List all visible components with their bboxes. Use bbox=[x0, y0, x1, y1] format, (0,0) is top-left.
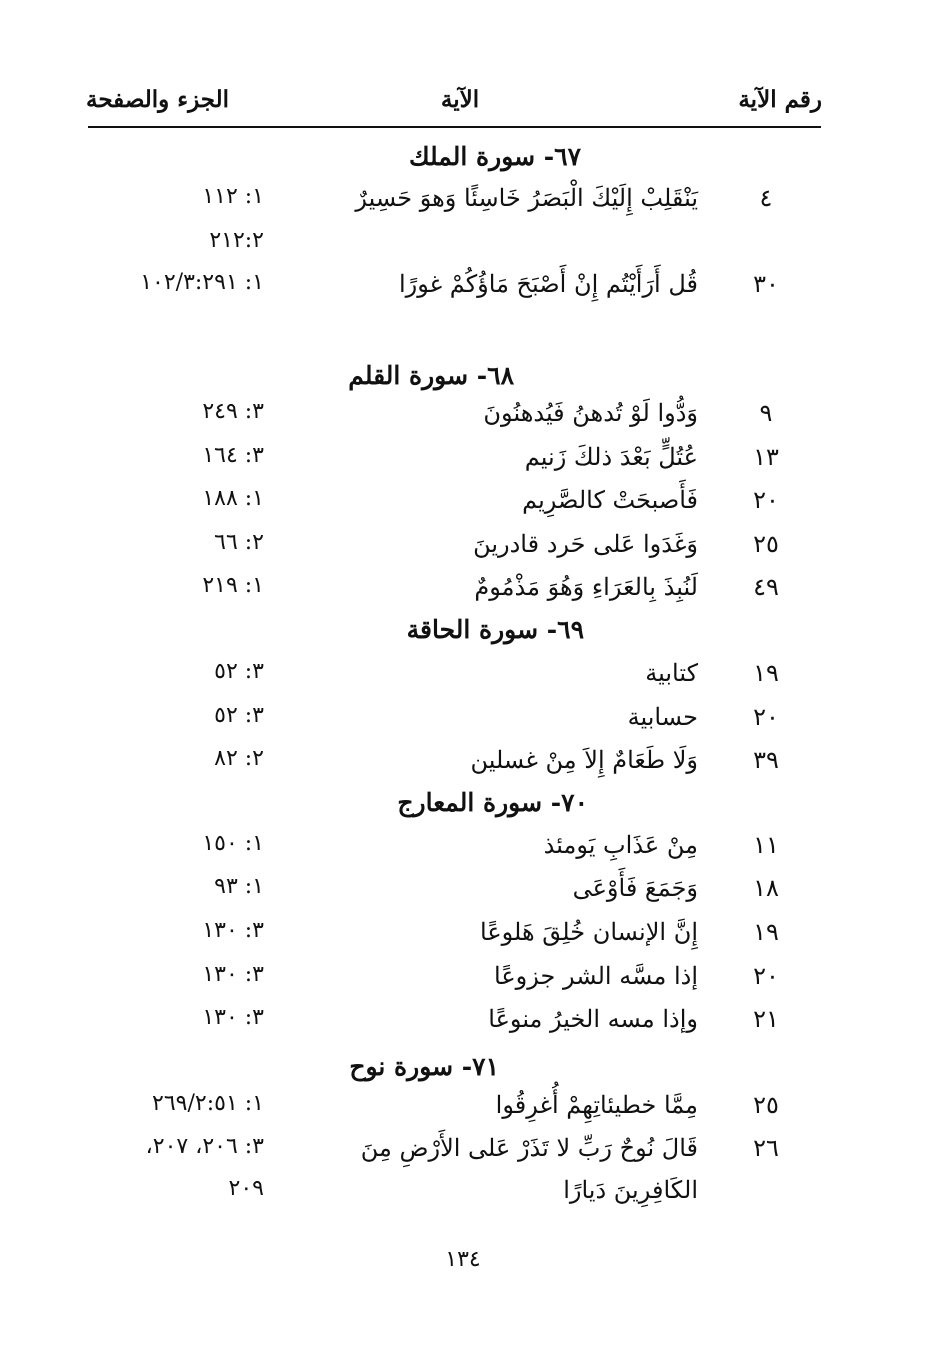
ayah-text: وَغَدَوا عَلى حَرد قادرينَ bbox=[473, 530, 698, 558]
ayah-number: ١٩ bbox=[753, 918, 779, 946]
ayah-text: إذا مسَّه الشر جزوعًا bbox=[494, 962, 698, 990]
index-row bbox=[0, 1176, 926, 1216]
index-row bbox=[0, 443, 926, 483]
part-page-ref: ٢: ٦٦ bbox=[214, 530, 264, 555]
part-page-ref: ٣: ١٣٠ bbox=[202, 918, 264, 943]
ayah-number: ٢٠ bbox=[753, 962, 779, 990]
part-page-ref: ١: ١١٢ bbox=[202, 184, 264, 209]
ayah-number: ١٨ bbox=[753, 874, 779, 902]
ayah-text: وَلَا طَعَامٌ إِلاَ مِنْ غسلين bbox=[470, 746, 698, 774]
ayah-text: حسابية bbox=[627, 703, 698, 731]
ayah-text: فَأَصبحَتْ كالصَّرِيم bbox=[522, 486, 698, 514]
ayah-number: ٤ bbox=[759, 184, 773, 212]
header-ayah: الآية bbox=[440, 86, 480, 113]
part-page-ref: ٢٠٩ bbox=[228, 1176, 264, 1201]
ayah-number: ٢٥ bbox=[753, 530, 779, 558]
index-row bbox=[0, 573, 926, 613]
part-page-ref: ١: ٢١٩ bbox=[202, 573, 264, 598]
index-row bbox=[0, 1005, 926, 1045]
ayah-text: مِنْ عَذَابِ يَومئذ bbox=[543, 831, 698, 859]
ayah-number: ٣٠ bbox=[753, 270, 779, 298]
ayah-text: إِنَّ الإنسان خُلِقَ هَلوعًا bbox=[480, 918, 698, 946]
part-page-ref: ٣: ١٦٤ bbox=[202, 443, 264, 468]
part-page-ref: ١: ٩٣ bbox=[214, 874, 264, 899]
index-row bbox=[0, 228, 926, 268]
ayah-number: ٢١ bbox=[753, 1005, 779, 1033]
header-divider bbox=[88, 126, 821, 128]
index-row bbox=[0, 874, 926, 914]
index-row bbox=[0, 746, 926, 786]
part-page-ref: ٣: ٢٠٦، ٢٠٧، bbox=[145, 1134, 264, 1159]
index-row bbox=[0, 918, 926, 958]
part-page-ref: ٣: ٥٢ bbox=[214, 703, 264, 728]
sura-title: ٧١- سورة نوح bbox=[349, 1052, 499, 1081]
part-page-ref: ١: ١٠٢/٣:٢٩١ bbox=[140, 270, 264, 295]
ayah-number: ٣٩ bbox=[753, 746, 779, 774]
ayah-text: قُل أَرَأَيْتُم إِنْ أَصْبَحَ مَاؤُكُمْ غورًا bbox=[398, 270, 698, 298]
index-row bbox=[0, 831, 926, 871]
part-page-ref: ٣: ١٣٠ bbox=[202, 962, 264, 987]
sura-title: ٦٧- سورة الملك bbox=[408, 142, 581, 171]
ayah-number: ١٩ bbox=[753, 659, 779, 687]
sura-title: ٧٠- سورة المعارج bbox=[397, 788, 588, 817]
part-page-ref: ٣: ٥٢ bbox=[214, 659, 264, 684]
sura-title: ٦٨- سورة القلم bbox=[348, 361, 514, 390]
sura-title: ٦٩- سورة الحاقة bbox=[406, 615, 584, 644]
ayah-text: مِمَّا خطيئاتِهِمْ أُغرِقُوا bbox=[495, 1091, 698, 1119]
index-row bbox=[0, 530, 926, 570]
part-page-ref: ٢: ٨٢ bbox=[214, 746, 264, 771]
index-row bbox=[0, 1091, 926, 1131]
ayah-text: الكَافِرِينَ دَيارًا bbox=[563, 1176, 698, 1204]
part-page-ref: ٢١٢:٢ bbox=[209, 228, 264, 253]
index-row bbox=[0, 1134, 926, 1174]
index-row bbox=[0, 659, 926, 699]
ayah-text: وَدُّوا لَوْ تُدهنُ فَيُدهنُونَ bbox=[483, 399, 698, 427]
ayah-text: وَجَمَعَ فَأَوْعَى bbox=[572, 874, 698, 902]
ayah-text: وإذا مسه الخيرُ منوعًا bbox=[488, 1005, 698, 1033]
header-part-page: الجزء والصفحة bbox=[86, 86, 230, 113]
ayah-number: ٢٥ bbox=[753, 1091, 779, 1119]
ayah-number: ٢٦ bbox=[753, 1134, 779, 1162]
part-page-ref: ١: ١٨٨ bbox=[202, 486, 264, 511]
ayah-number: ٢٠ bbox=[753, 703, 779, 731]
index-row bbox=[0, 184, 926, 224]
part-page-ref: ٣: ٢٤٩ bbox=[202, 399, 264, 424]
ayah-number: ٢٠ bbox=[753, 486, 779, 514]
index-row bbox=[0, 703, 926, 743]
header-ayah-number: رقم الآية bbox=[738, 86, 822, 113]
ayah-number: ١١ bbox=[753, 831, 779, 859]
index-row bbox=[0, 270, 926, 310]
part-page-ref: ٣: ١٣٠ bbox=[202, 1005, 264, 1030]
ayah-text: لَنُبِذَ بِالعَرَاءِ وَهُوَ مَذْمُومٌ bbox=[474, 573, 698, 601]
ayah-text: قَالَ نُوحٌ رَبِّ لا تَذَرْ عَلى الأَرْضِ مِنَ bbox=[360, 1134, 698, 1162]
ayah-number: ٩ bbox=[759, 399, 773, 427]
index-row bbox=[0, 962, 926, 1002]
part-page-ref: ١: ١٥٠ bbox=[202, 831, 264, 856]
part-page-ref: ١: ٢٦٩/٢:٥١ bbox=[152, 1091, 264, 1116]
index-row bbox=[0, 486, 926, 526]
ayah-number: ٤٩ bbox=[753, 573, 779, 601]
page-number: ١٣٤ bbox=[445, 1247, 481, 1272]
index-row bbox=[0, 399, 926, 439]
ayah-text: يَنْقَلِبْ إِلَيْكَ الْبَصَرُ خَاسِئًا وَهوَ حَسِيرٌ bbox=[355, 184, 698, 212]
ayah-number: ١٣ bbox=[753, 443, 779, 471]
ayah-text: كتابية bbox=[645, 659, 698, 687]
ayah-text: عُتُلٍّ بَعْدَ ذلكَ زَنيم bbox=[524, 443, 698, 471]
